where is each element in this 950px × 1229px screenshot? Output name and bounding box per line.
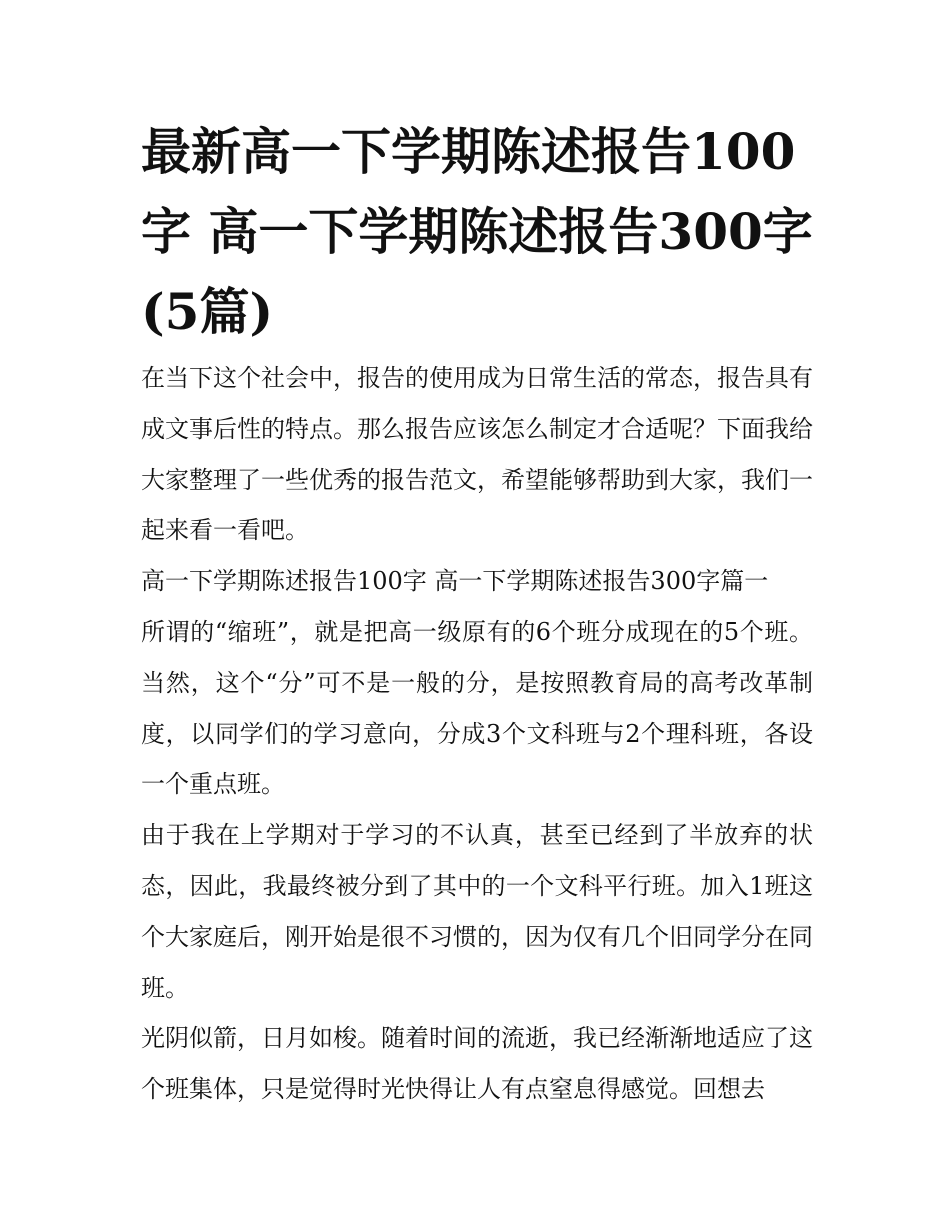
intro-paragraph: 在当下这个社会中，报告的使用成为日常生活的常态，报告具有成文事后性的特点。那么报告应该怎么制定才合适呢？下面我给大家整理了一些优秀的报告范文，希望能够帮助到大家，我们一起来看一看吧。 xyxy=(141,364,813,545)
document-body xyxy=(141,353,813,1115)
document-title: 最新高一下学期陈述报告100字 高一下学期陈述报告300字(5篇) xyxy=(141,122,813,341)
body-paragraph: 由于我在上学期对于学习的不认真，甚至已经到了半放弃的状态，因此，我最终被分到了其中的一个文科平行班。加入1班这个大家庭后，刚开始是很不习惯的，因为仅有几个旧同学分在同班。 xyxy=(141,821,813,1002)
section-heading: 高一下学期陈述报告100字 高一下学期陈述报告300字篇一 xyxy=(141,567,769,596)
body-paragraph: 光阴似箭，日月如梭。随着时间的流逝，我已经渐渐地适应了这个班集体，只是觉得时光快得让人有点窒息得感觉。回想去 xyxy=(141,1024,813,1104)
body-paragraph: 所谓的“缩班”，就是把高一级原有的6个班分成现在的5个班。当然，这个“分”可不是一般的分，是按照教育局的高考改革制度，以同学们的学习意向，分成3个文科班与2个理科班，各设一个重点班。 xyxy=(141,617,813,799)
